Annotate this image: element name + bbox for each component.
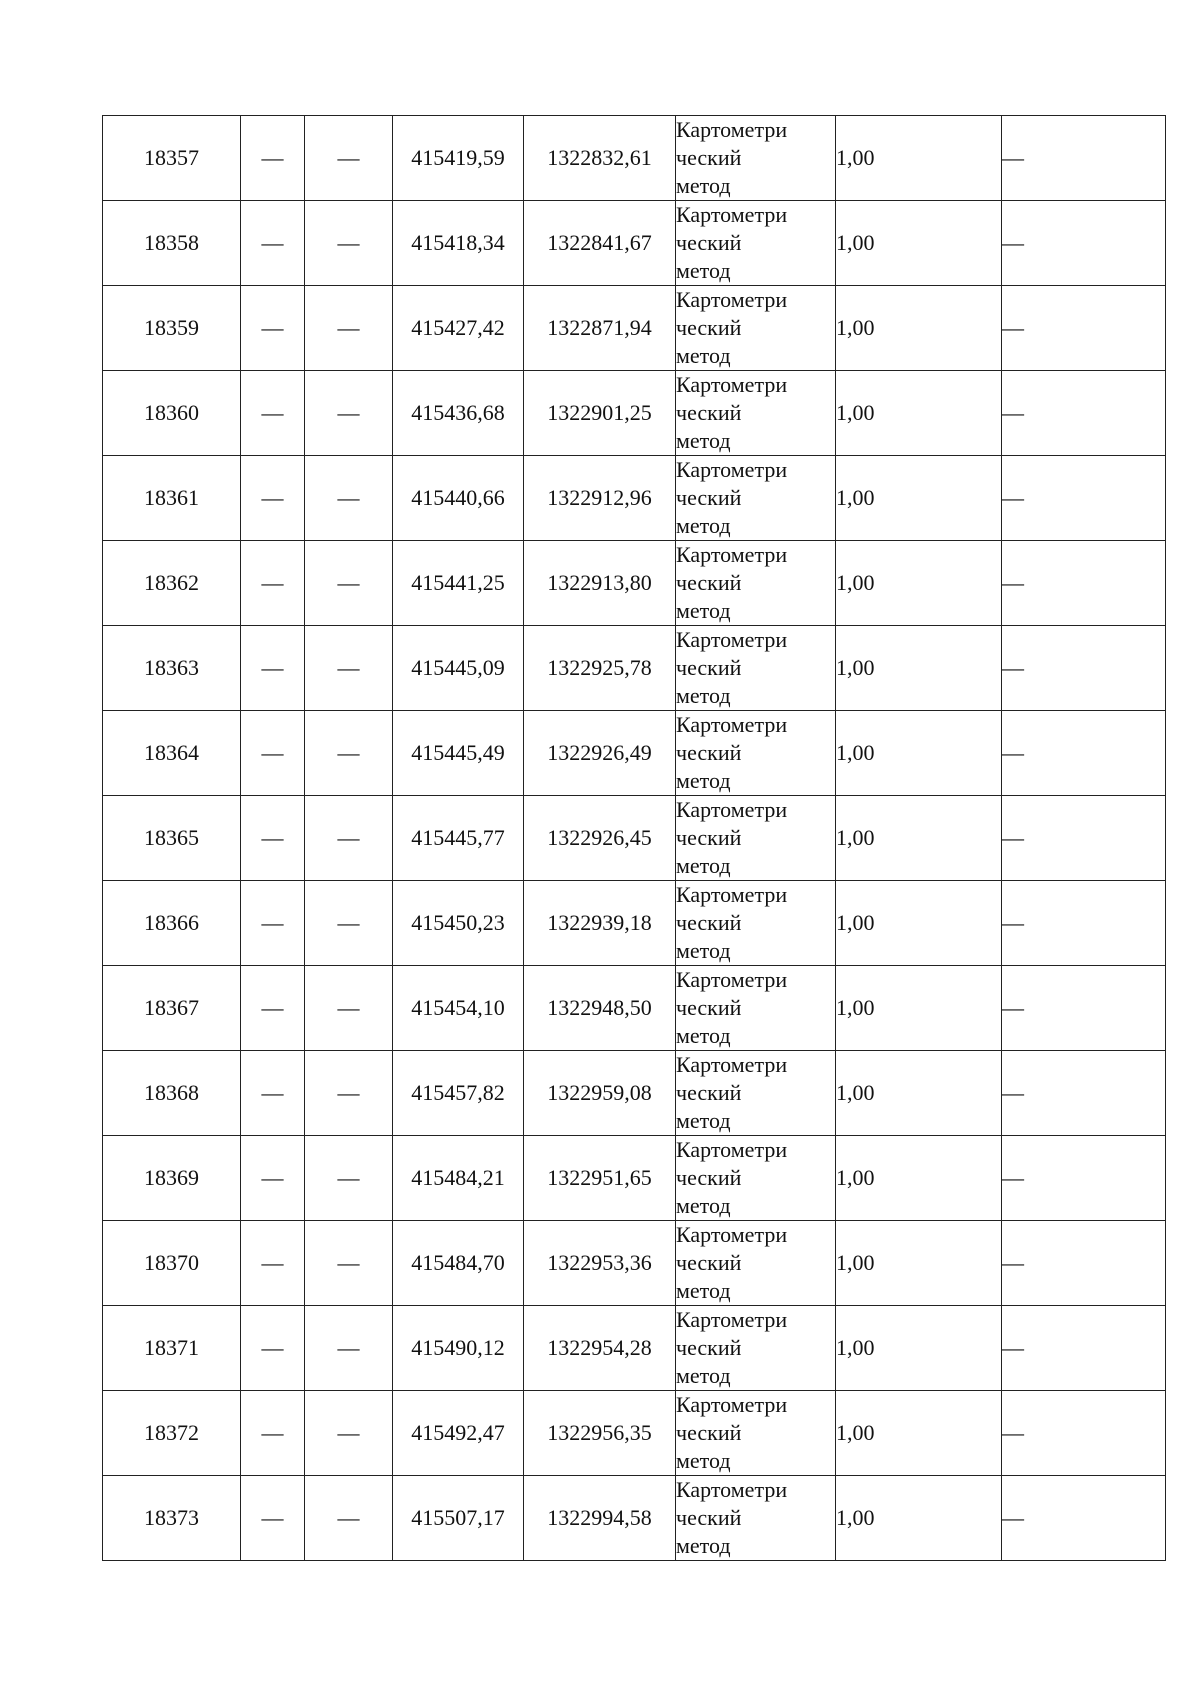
method-cell [676, 1051, 836, 1136]
method-text-line: метод [676, 258, 731, 283]
point-number-cell: 18369 [103, 1136, 241, 1221]
accuracy-cell: 1,00 [836, 286, 1002, 371]
method-text-line: Картометри [676, 967, 788, 992]
table-row [103, 1306, 1166, 1391]
empty-value-cell: — [1002, 1391, 1166, 1476]
x-coordinate-cell: 415484,21 [393, 1136, 524, 1221]
x-coordinate-cell: 415445,49 [393, 711, 524, 796]
empty-value-cell: — [241, 711, 305, 796]
empty-value-cell: — [241, 966, 305, 1051]
method-cell [676, 371, 836, 456]
x-coordinate-cell: 415490,12 [393, 1306, 524, 1391]
point-number-cell: 18364 [103, 711, 241, 796]
empty-value-cell: — [241, 1051, 305, 1136]
empty-value-cell: — [241, 1391, 305, 1476]
point-number-cell: 18360 [103, 371, 241, 456]
method-text-line: ческий [676, 995, 742, 1020]
empty-value-cell: — [1002, 286, 1166, 371]
method-text-line: ческий [676, 910, 742, 935]
empty-value-cell: — [1002, 711, 1166, 796]
table-row [103, 966, 1166, 1051]
empty-value-cell: — [305, 541, 393, 626]
method-text-line: метод [676, 173, 731, 198]
point-number-cell: 18363 [103, 626, 241, 711]
method-text-line: ческий [676, 400, 742, 425]
accuracy-cell: 1,00 [836, 626, 1002, 711]
method-text-line: Картометри [676, 712, 788, 737]
empty-value-cell: — [305, 626, 393, 711]
y-coordinate-cell: 1322912,96 [524, 456, 676, 541]
empty-value-cell: — [305, 711, 393, 796]
y-coordinate-cell: 1322959,08 [524, 1051, 676, 1136]
method-text-line: метод [676, 1363, 731, 1388]
empty-value-cell: — [241, 541, 305, 626]
method-text-line: ческий [676, 570, 742, 595]
method-cell [676, 116, 836, 201]
empty-value-cell: — [241, 286, 305, 371]
empty-value-cell: — [1002, 1221, 1166, 1306]
y-coordinate-cell: 1322926,49 [524, 711, 676, 796]
point-number-cell: 18370 [103, 1221, 241, 1306]
method-text-line: ческий [676, 655, 742, 680]
accuracy-cell: 1,00 [836, 1476, 1002, 1561]
y-coordinate-cell: 1322841,67 [524, 201, 676, 286]
empty-value-cell: — [241, 1221, 305, 1306]
x-coordinate-cell: 415440,66 [393, 456, 524, 541]
empty-value-cell: — [305, 881, 393, 966]
method-text-line: Картометри [676, 627, 788, 652]
accuracy-cell: 1,00 [836, 1221, 1002, 1306]
point-number-cell: 18367 [103, 966, 241, 1051]
empty-value-cell: — [241, 881, 305, 966]
accuracy-cell: 1,00 [836, 796, 1002, 881]
method-text-line: Картометри [676, 117, 788, 142]
empty-value-cell: — [1002, 116, 1166, 201]
table-row [103, 881, 1166, 966]
empty-value-cell: — [1002, 541, 1166, 626]
table-row [103, 711, 1166, 796]
accuracy-cell: 1,00 [836, 1306, 1002, 1391]
empty-value-cell: — [1002, 1051, 1166, 1136]
method-text-line: Картометри [676, 202, 788, 227]
method-text-line: метод [676, 938, 731, 963]
table-row [103, 116, 1166, 201]
method-cell [676, 626, 836, 711]
method-text-line: Картометри [676, 542, 788, 567]
method-text-line: ческий [676, 1420, 742, 1445]
x-coordinate-cell: 415436,68 [393, 371, 524, 456]
y-coordinate-cell: 1322925,78 [524, 626, 676, 711]
method-text-line: Картометри [676, 1477, 788, 1502]
accuracy-cell: 1,00 [836, 456, 1002, 541]
empty-value-cell: — [241, 371, 305, 456]
method-text-line: Картометри [676, 1137, 788, 1162]
accuracy-cell: 1,00 [836, 1051, 1002, 1136]
x-coordinate-cell: 415454,10 [393, 966, 524, 1051]
accuracy-cell: 1,00 [836, 1391, 1002, 1476]
empty-value-cell: — [305, 1221, 393, 1306]
method-cell [676, 1476, 836, 1561]
method-text-line: метод [676, 1533, 731, 1558]
point-number-cell: 18372 [103, 1391, 241, 1476]
x-coordinate-cell: 415418,34 [393, 201, 524, 286]
table-row [103, 201, 1166, 286]
x-coordinate-cell: 415484,70 [393, 1221, 524, 1306]
empty-value-cell: — [1002, 1136, 1166, 1221]
method-text-line: метод [676, 768, 731, 793]
y-coordinate-cell: 1322956,35 [524, 1391, 676, 1476]
table-row [103, 541, 1166, 626]
method-cell [676, 796, 836, 881]
method-text-line: ческий [676, 825, 742, 850]
method-text-line: Картометри [676, 372, 788, 397]
method-text-line: метод [676, 1108, 731, 1133]
empty-value-cell: — [305, 966, 393, 1051]
empty-value-cell: — [305, 201, 393, 286]
x-coordinate-cell: 415445,09 [393, 626, 524, 711]
method-text-line: метод [676, 1023, 731, 1048]
empty-value-cell: — [1002, 796, 1166, 881]
method-text-line: ческий [676, 315, 742, 340]
empty-value-cell: — [305, 1476, 393, 1561]
x-coordinate-cell: 415450,23 [393, 881, 524, 966]
method-text-line: Картометри [676, 287, 788, 312]
table-row [103, 1221, 1166, 1306]
accuracy-cell: 1,00 [836, 371, 1002, 456]
empty-value-cell: — [241, 1306, 305, 1391]
method-text-line: ческий [676, 485, 742, 510]
empty-value-cell: — [1002, 1476, 1166, 1561]
empty-value-cell: — [241, 1476, 305, 1561]
empty-value-cell: — [241, 626, 305, 711]
table-row [103, 626, 1166, 711]
table-row [103, 1391, 1166, 1476]
method-cell [676, 456, 836, 541]
x-coordinate-cell: 415507,17 [393, 1476, 524, 1561]
method-text-line: метод [676, 428, 731, 453]
method-cell [676, 286, 836, 371]
method-text-line: метод [676, 1193, 731, 1218]
method-text-line: метод [676, 598, 731, 623]
y-coordinate-cell: 1322951,65 [524, 1136, 676, 1221]
empty-value-cell: — [1002, 966, 1166, 1051]
y-coordinate-cell: 1322939,18 [524, 881, 676, 966]
method-text-line: метод [676, 513, 731, 538]
accuracy-cell: 1,00 [836, 1136, 1002, 1221]
method-text-line: Картометри [676, 882, 788, 907]
method-text-line: ческий [676, 230, 742, 255]
empty-value-cell: — [241, 796, 305, 881]
method-cell [676, 1391, 836, 1476]
y-coordinate-cell: 1322953,36 [524, 1221, 676, 1306]
y-coordinate-cell: 1322994,58 [524, 1476, 676, 1561]
accuracy-cell: 1,00 [836, 116, 1002, 201]
empty-value-cell: — [305, 116, 393, 201]
empty-value-cell: — [305, 1136, 393, 1221]
empty-value-cell: — [241, 1136, 305, 1221]
coordinates-table [102, 115, 1166, 1561]
method-cell [676, 881, 836, 966]
method-text-line: Картометри [676, 1307, 788, 1332]
point-number-cell: 18358 [103, 201, 241, 286]
method-text-line: Картометри [676, 1392, 788, 1417]
x-coordinate-cell: 415427,42 [393, 286, 524, 371]
empty-value-cell: — [1002, 626, 1166, 711]
table-row [103, 371, 1166, 456]
method-text-line: Картометри [676, 457, 788, 482]
method-text-line: ческий [676, 1080, 742, 1105]
empty-value-cell: — [1002, 881, 1166, 966]
point-number-cell: 18373 [103, 1476, 241, 1561]
empty-value-cell: — [1002, 1306, 1166, 1391]
empty-value-cell: — [305, 1306, 393, 1391]
table-row [103, 286, 1166, 371]
point-number-cell: 18365 [103, 796, 241, 881]
point-number-cell: 18362 [103, 541, 241, 626]
x-coordinate-cell: 415419,59 [393, 116, 524, 201]
x-coordinate-cell: 415445,77 [393, 796, 524, 881]
empty-value-cell: — [241, 116, 305, 201]
empty-value-cell: — [241, 456, 305, 541]
empty-value-cell: — [1002, 456, 1166, 541]
point-number-cell: 18366 [103, 881, 241, 966]
method-text-line: ческий [676, 1335, 742, 1360]
y-coordinate-cell: 1322832,61 [524, 116, 676, 201]
empty-value-cell: — [305, 371, 393, 456]
empty-value-cell: — [305, 286, 393, 371]
empty-value-cell: — [305, 796, 393, 881]
method-text-line: метод [676, 1278, 731, 1303]
point-number-cell: 18361 [103, 456, 241, 541]
table-row [103, 1136, 1166, 1221]
x-coordinate-cell: 415441,25 [393, 541, 524, 626]
method-text-line: метод [676, 853, 731, 878]
y-coordinate-cell: 1322871,94 [524, 286, 676, 371]
empty-value-cell: — [1002, 201, 1166, 286]
empty-value-cell: — [305, 1051, 393, 1136]
y-coordinate-cell: 1322954,28 [524, 1306, 676, 1391]
table-row [103, 1476, 1166, 1561]
method-cell [676, 711, 836, 796]
method-text-line: Картометри [676, 1222, 788, 1247]
method-text-line: метод [676, 343, 731, 368]
point-number-cell: 18368 [103, 1051, 241, 1136]
y-coordinate-cell: 1322913,80 [524, 541, 676, 626]
accuracy-cell: 1,00 [836, 711, 1002, 796]
y-coordinate-cell: 1322901,25 [524, 371, 676, 456]
coordinates-table-body [103, 116, 1166, 1561]
accuracy-cell: 1,00 [836, 881, 1002, 966]
table-row [103, 456, 1166, 541]
method-text-line: ческий [676, 740, 742, 765]
method-cell [676, 1221, 836, 1306]
method-text-line: ческий [676, 1250, 742, 1275]
method-cell [676, 1136, 836, 1221]
empty-value-cell: — [305, 1391, 393, 1476]
method-text-line: ческий [676, 1165, 742, 1190]
method-cell [676, 1306, 836, 1391]
point-number-cell: 18359 [103, 286, 241, 371]
method-cell [676, 541, 836, 626]
point-number-cell: 18371 [103, 1306, 241, 1391]
method-cell [676, 201, 836, 286]
method-text-line: метод [676, 683, 731, 708]
empty-value-cell: — [1002, 371, 1166, 456]
y-coordinate-cell: 1322926,45 [524, 796, 676, 881]
method-text-line: ческий [676, 1505, 742, 1530]
table-row [103, 1051, 1166, 1136]
x-coordinate-cell: 415492,47 [393, 1391, 524, 1476]
y-coordinate-cell: 1322948,50 [524, 966, 676, 1051]
method-text-line: Картометри [676, 1052, 788, 1077]
method-cell [676, 966, 836, 1051]
accuracy-cell: 1,00 [836, 541, 1002, 626]
empty-value-cell: — [241, 201, 305, 286]
point-number-cell: 18357 [103, 116, 241, 201]
method-text-line: Картометри [676, 797, 788, 822]
method-text-line: метод [676, 1448, 731, 1473]
accuracy-cell: 1,00 [836, 201, 1002, 286]
x-coordinate-cell: 415457,82 [393, 1051, 524, 1136]
accuracy-cell: 1,00 [836, 966, 1002, 1051]
empty-value-cell: — [305, 456, 393, 541]
table-row [103, 796, 1166, 881]
method-text-line: ческий [676, 145, 742, 170]
